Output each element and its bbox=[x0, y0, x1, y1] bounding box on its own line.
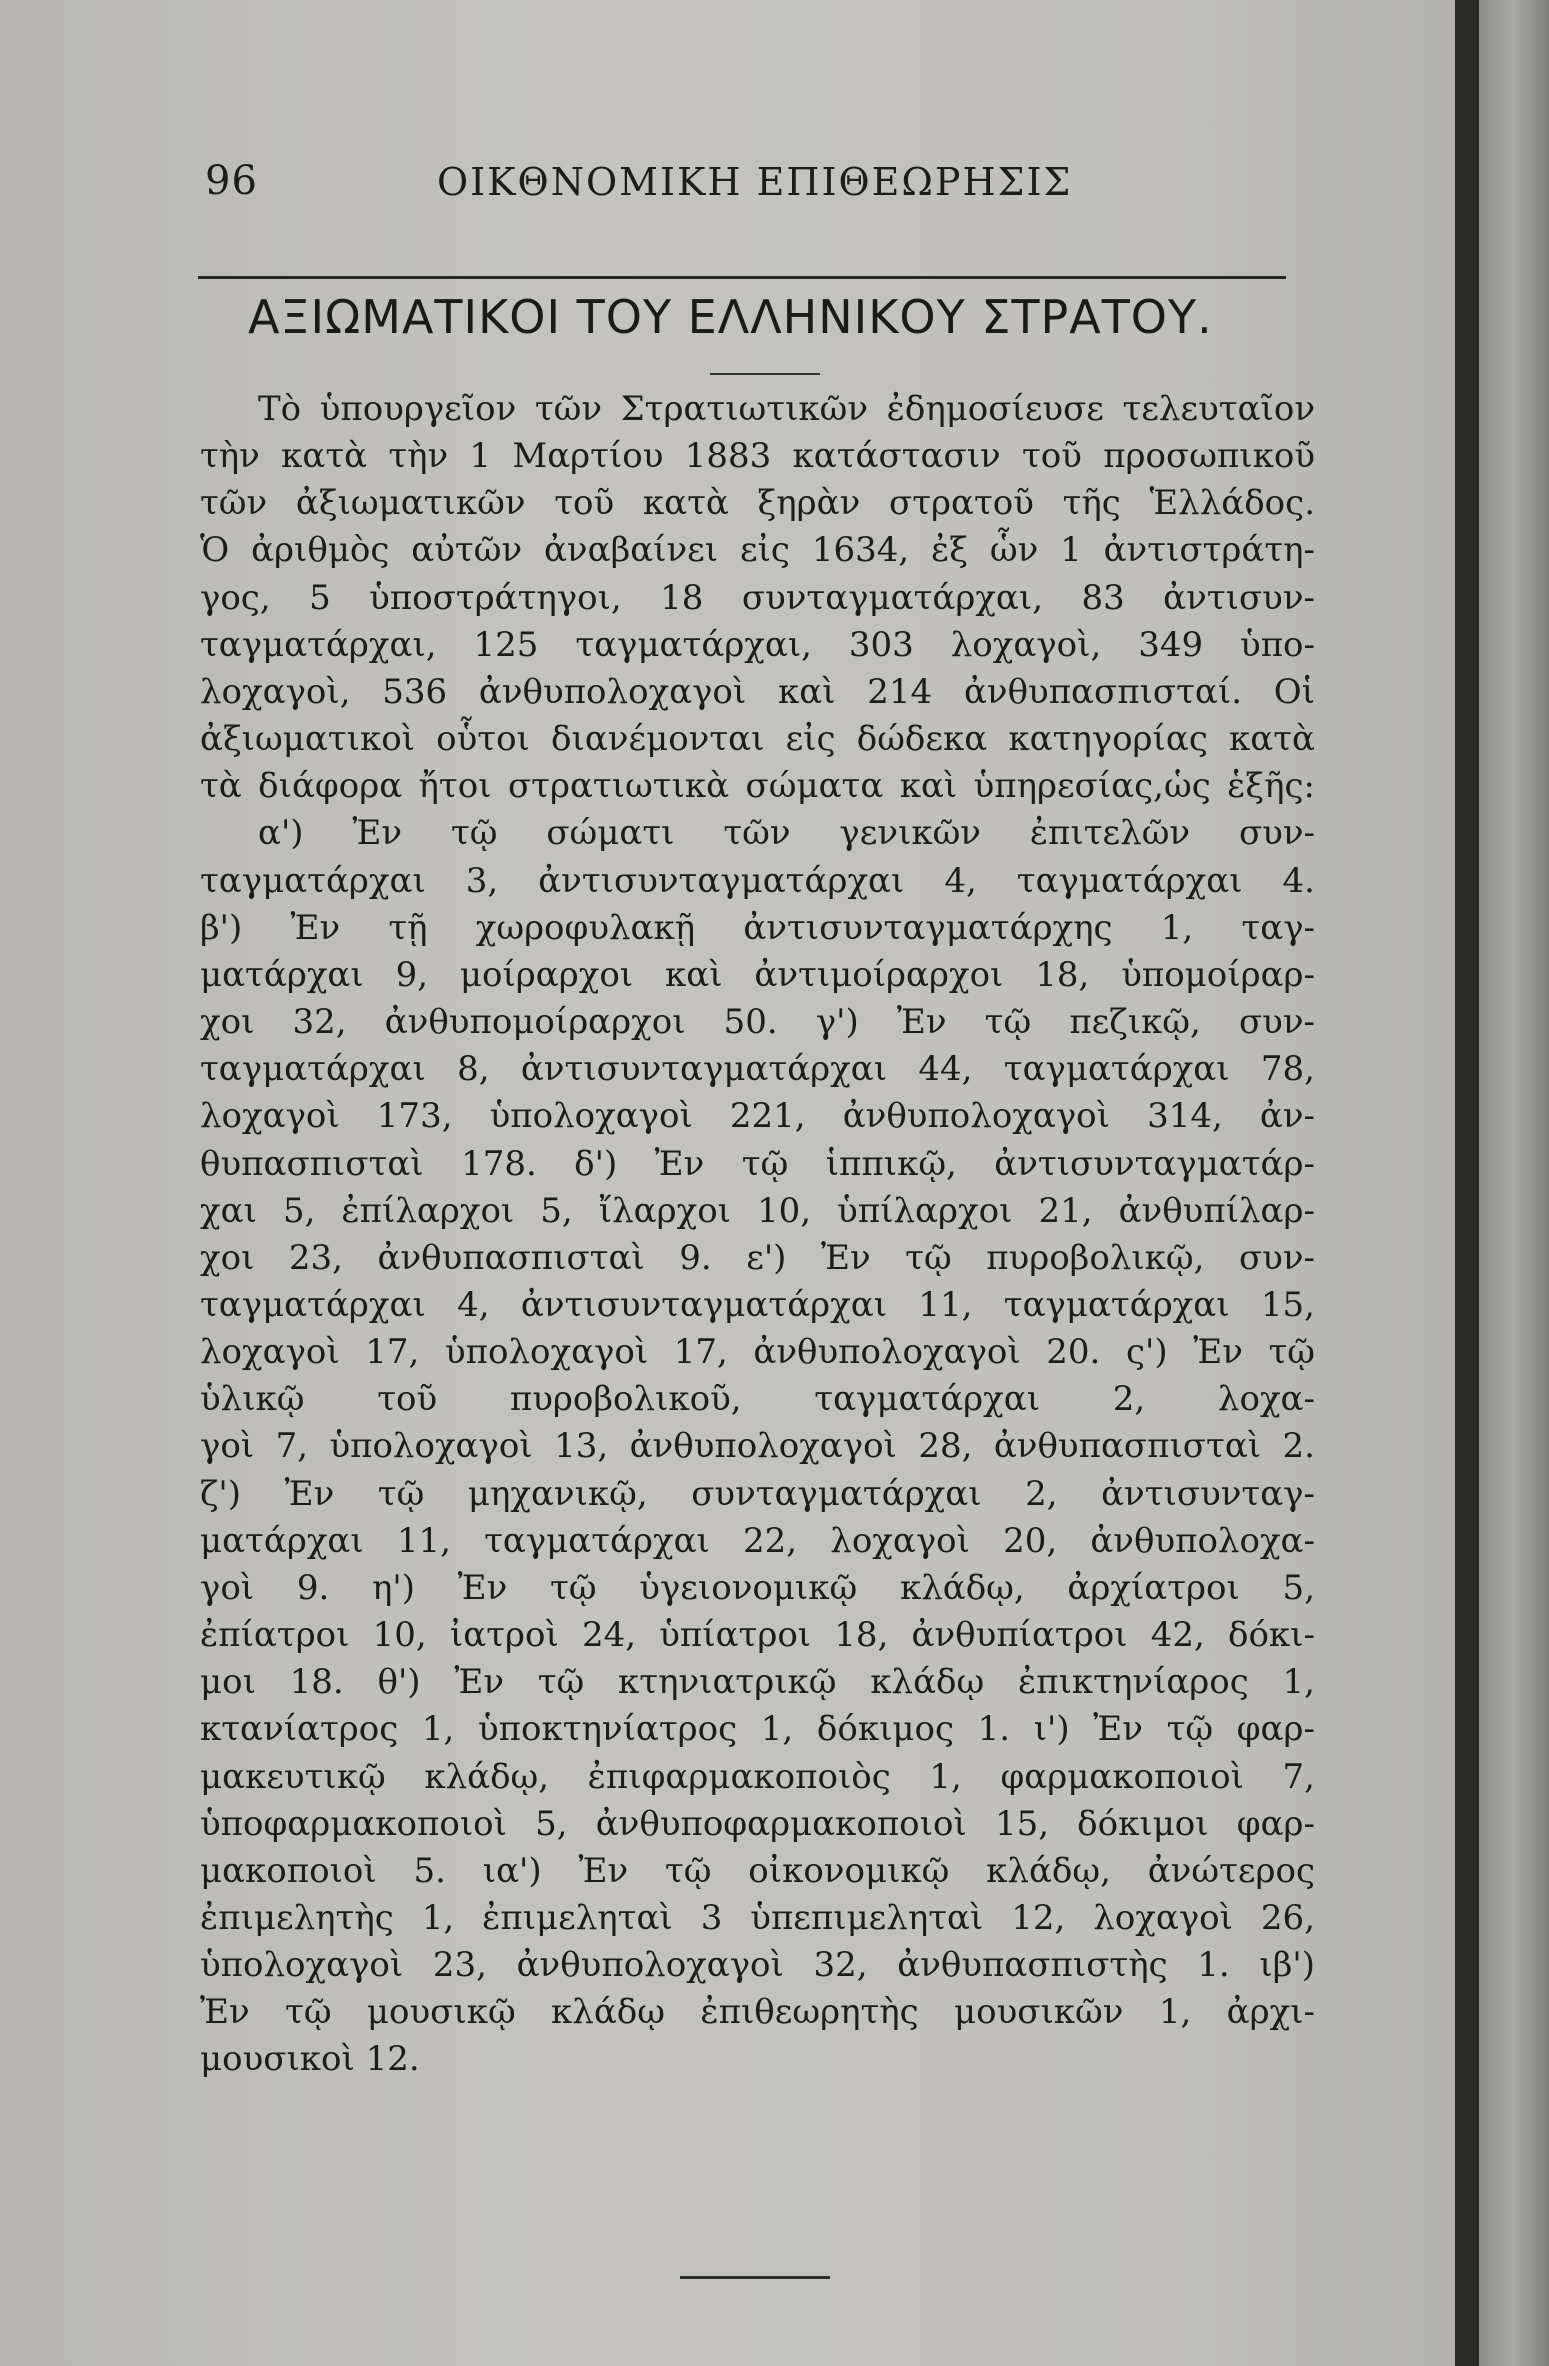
title-divider bbox=[710, 373, 820, 375]
end-rule bbox=[680, 2276, 830, 2279]
body-line: χοι 32, ἀνθυπομοίραρχοι 50. γ') Ἐν τῷ πεζικῷ, συν- bbox=[200, 1002, 1315, 1043]
body-line: γοὶ 9. η') Ἐν τῷ ὑγειονομικῷ κλάδῳ, ἀρχίατροι 5, bbox=[200, 1567, 1315, 1608]
body-line: λοχαγοὶ, 536 ἀνθυπολοχαγοὶ καὶ 214 ἀνθυπασπισταί. Οἱ bbox=[200, 671, 1315, 712]
binding-edge bbox=[1479, 0, 1549, 2366]
page-number: 96 bbox=[205, 158, 258, 204]
body-line: ταγματάρχαι 3, ἀντισυνταγματάρχαι 4, ταγματάρχαι 4. bbox=[200, 860, 1315, 901]
body-line: θυπασπισταὶ 178. δ') Ἐν τῷ ἱππικῷ, ἀντισυνταγματάρ- bbox=[200, 1143, 1315, 1184]
body-line: β') Ἐν τῇ χωροφυλακῇ ἀντισυνταγματάρχης 1, ταγ- bbox=[200, 907, 1315, 948]
body-line: ματάρχαι 9, μοίραρχοι καὶ ἀντιμοίραρχοι 18, ὑπομοίραρ- bbox=[200, 954, 1315, 995]
body-line: κτανίατρος 1, ὑποκτηνίατρος 1, δόκιμος 1. ι') Ἐν τῷ φαρ- bbox=[200, 1709, 1315, 1750]
body-line: Ὁ ἀριθμὸς αὐτῶν ἀναβαίνει εἰς 1634, ἐξ ὧν 1 ἀντιστράτη- bbox=[200, 530, 1315, 571]
body-line: γος, 5 ὑποστράτηγοι, 18 συνταγματάρχαι, 83 ἀντισυν- bbox=[200, 577, 1315, 618]
article-body bbox=[200, 386, 1315, 2084]
body-line: μακοποιοὶ 5. ια') Ἐν τῷ οἰκονομικῷ κλάδῳ, ἀνώτερος bbox=[200, 1850, 1315, 1891]
page-header bbox=[205, 158, 1285, 218]
running-head: ΟΙΚΘΝΟΜΙΚΗ ΕΠΙΘΕΩΡΗΣΙΣ bbox=[437, 160, 1073, 204]
body-line: ὑποφαρμακοποιοὶ 5, ἀνθυποφαρμακοποιοὶ 15, δόκιμοι φαρ- bbox=[200, 1803, 1315, 1844]
body-line: χοι 23, ἀνθυπασπισταὶ 9. ε') Ἐν τῷ πυροβολικῷ, συν- bbox=[200, 1237, 1315, 1278]
body-line: τὰ διάφορα ἤτοι στρατιωτικὰ σώματα καὶ ὑπηρεσίας,ὡς ἑξῆς: bbox=[200, 766, 1315, 807]
body-line: χαι 5, ἐπίλαρχοι 5, ἴλαρχοι 10, ὑπίλαρχοι 21, ἀνθυπίλαρ- bbox=[200, 1190, 1315, 1231]
body-line: Ἐν τῷ μουσικῷ κλάδῳ ἐπιθεωρητὴς μουσικῶν 1, ἀρχι- bbox=[200, 1992, 1315, 2033]
body-line: ζ') Ἐν τῷ μηχανικῷ, συνταγματάρχαι 2, ἀντισυνταγ- bbox=[200, 1473, 1315, 1514]
article-title: ΑΞΙΩΜΑΤΙΚΟΙ ΤΟΥ ΕΛΛΗΝΙΚΟΥ ΣΤΡΑΤΟΥ. bbox=[248, 290, 1213, 344]
body-line: ἀξιωματικοὶ οὗτοι διανέμονται εἰς δώδεκα κατηγορίας κατὰ bbox=[200, 719, 1315, 760]
body-line: ὑπολοχαγοὶ 23, ἀνθυπολοχαγοὶ 32, ἀνθυπασπιστὴς 1. ιβ') bbox=[200, 1945, 1315, 1986]
body-line: μακευτικῷ κλάδῳ, ἐπιφαρμακοποιὸς 1, φαρμακοποιοὶ 7, bbox=[200, 1756, 1315, 1797]
body-line: ταγματάρχαι 4, ἀντισυνταγματάρχαι 11, ταγματάρχαι 15, bbox=[200, 1284, 1315, 1325]
body-line: α') Ἐν τῷ σώματι τῶν γενικῶν ἐπιτελῶν συν- bbox=[258, 813, 1315, 854]
body-line: λοχαγοὶ 17, ὑπολοχαγοὶ 17, ἀνθυπολοχαγοὶ 20. ς') Ἐν τῷ bbox=[200, 1332, 1315, 1373]
body-line: ἐπιμελητὴς 1, ἐπιμεληταὶ 3 ὑπεπιμεληταὶ 12, λοχαγοὶ 26, bbox=[200, 1898, 1315, 1938]
body-line: λοχαγοὶ 173, ὑπολοχαγοὶ 221, ἀνθυπολοχαγοὶ 314, ἀν- bbox=[200, 1096, 1315, 1137]
body-line: ἐπίατροι 10, ἰατροὶ 24, ὑπίατροι 18, ἀνθυπίατροι 42, δόκι- bbox=[200, 1615, 1315, 1656]
header-rule bbox=[198, 276, 1286, 279]
body-line: τῶν ἀξιωματικῶν τοῦ κατὰ ξηρὰν στρατοῦ τῆς Ἑλλάδος. bbox=[200, 483, 1315, 524]
body-line: ταγματάρχαι, 125 ταγματάρχαι, 303 λοχαγοὶ, 349 ὑπο- bbox=[200, 624, 1315, 665]
body-line: μοι 18. θ') Ἐν τῷ κτηνιατρικῷ κλάδῳ ἐπικτηνίαρος 1, bbox=[200, 1662, 1315, 1703]
body-line: ὑλικῷ τοῦ πυροβολικοῦ, ταγματάρχαι 2, λοχα- bbox=[200, 1379, 1315, 1420]
body-line: ταγματάρχαι 8, ἀντισυνταγματάρχαι 44, ταγματάρχαι 78, bbox=[200, 1049, 1315, 1090]
binding-shadow bbox=[1455, 0, 1479, 2366]
body-line: μουσικοὶ 12. bbox=[200, 2039, 420, 2080]
body-line: Τὸ ὑπουργεῖον τῶν Στρατιωτικῶν ἐδημοσίευσε τελευταῖον bbox=[258, 389, 1315, 429]
body-line: τὴν κατὰ τὴν 1 Μαρτίου 1883 κατάστασιν τοῦ προσωπικοῦ bbox=[200, 436, 1315, 477]
body-line: γοὶ 7, ὑπολοχαγοὶ 13, ἀνθυπολοχαγοὶ 28, ἀνθυπασπισταὶ 2. bbox=[200, 1426, 1315, 1467]
body-line: ματάρχαι 11, ταγματάρχαι 22, λοχαγοὶ 20, ἀνθυπολοχα- bbox=[200, 1520, 1315, 1561]
